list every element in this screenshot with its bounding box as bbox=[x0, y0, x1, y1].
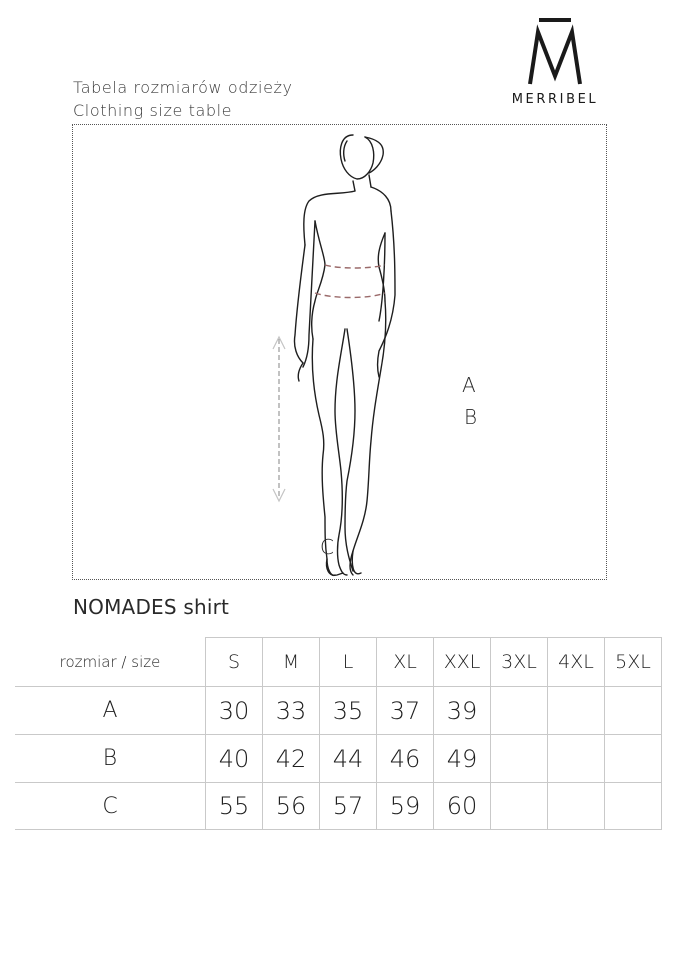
table-row bbox=[15, 735, 662, 783]
table-cell bbox=[605, 687, 662, 735]
measurement-label-c: C bbox=[320, 535, 334, 559]
table-cell: 35 bbox=[320, 687, 377, 735]
row-label: C bbox=[15, 783, 206, 830]
row-label: A bbox=[15, 687, 206, 735]
table-cell: 39 bbox=[434, 687, 491, 735]
size-header-cell: XL bbox=[377, 638, 434, 687]
table-cell: 42 bbox=[263, 735, 320, 783]
measurement-label-a: A bbox=[462, 373, 476, 397]
row-label: B bbox=[15, 735, 206, 783]
product-name: NOMADES shirt bbox=[73, 595, 230, 619]
size-header-cell: 5XL bbox=[605, 638, 662, 687]
table-cell: 46 bbox=[377, 735, 434, 783]
size-header-cell: L bbox=[320, 638, 377, 687]
table-cell bbox=[605, 783, 662, 830]
table-cell bbox=[491, 735, 548, 783]
title-english: Clothing size table bbox=[73, 101, 233, 120]
body-measurement-figure bbox=[72, 124, 607, 580]
brand-name: MERRIBEL bbox=[511, 92, 599, 107]
table-cell bbox=[605, 735, 662, 783]
table-row bbox=[15, 783, 662, 830]
table-row bbox=[15, 687, 662, 735]
brand-logo-mark-icon bbox=[526, 18, 584, 88]
size-table bbox=[15, 637, 662, 830]
table-cell bbox=[491, 687, 548, 735]
human-silhouette-icon bbox=[73, 125, 606, 579]
table-cell: 57 bbox=[320, 783, 377, 830]
table-header-row bbox=[15, 638, 662, 687]
title-polish: Tabela rozmiarów odzieży bbox=[73, 78, 293, 97]
table-cell bbox=[548, 735, 605, 783]
table-cell: 37 bbox=[377, 687, 434, 735]
table-cell bbox=[491, 783, 548, 830]
size-header-cell: 3XL bbox=[491, 638, 548, 687]
size-header-cell: M bbox=[263, 638, 320, 687]
brand-logo bbox=[500, 14, 610, 114]
table-cell bbox=[548, 783, 605, 830]
measurement-label-b: B bbox=[464, 405, 478, 429]
table-cell: 60 bbox=[434, 783, 491, 830]
table-cell: 40 bbox=[206, 735, 263, 783]
table-cell: 33 bbox=[263, 687, 320, 735]
table-cell: 30 bbox=[206, 687, 263, 735]
size-header-cell: 4XL bbox=[548, 638, 605, 687]
table-cell: 49 bbox=[434, 735, 491, 783]
size-header-cell: S bbox=[206, 638, 263, 687]
table-cell: 59 bbox=[377, 783, 434, 830]
table-cell bbox=[548, 687, 605, 735]
table-cell: 56 bbox=[263, 783, 320, 830]
table-cell: 55 bbox=[206, 783, 263, 830]
corner-label: rozmiar / size bbox=[15, 638, 206, 687]
size-header-cell: XXL bbox=[434, 638, 491, 687]
table-cell: 44 bbox=[320, 735, 377, 783]
